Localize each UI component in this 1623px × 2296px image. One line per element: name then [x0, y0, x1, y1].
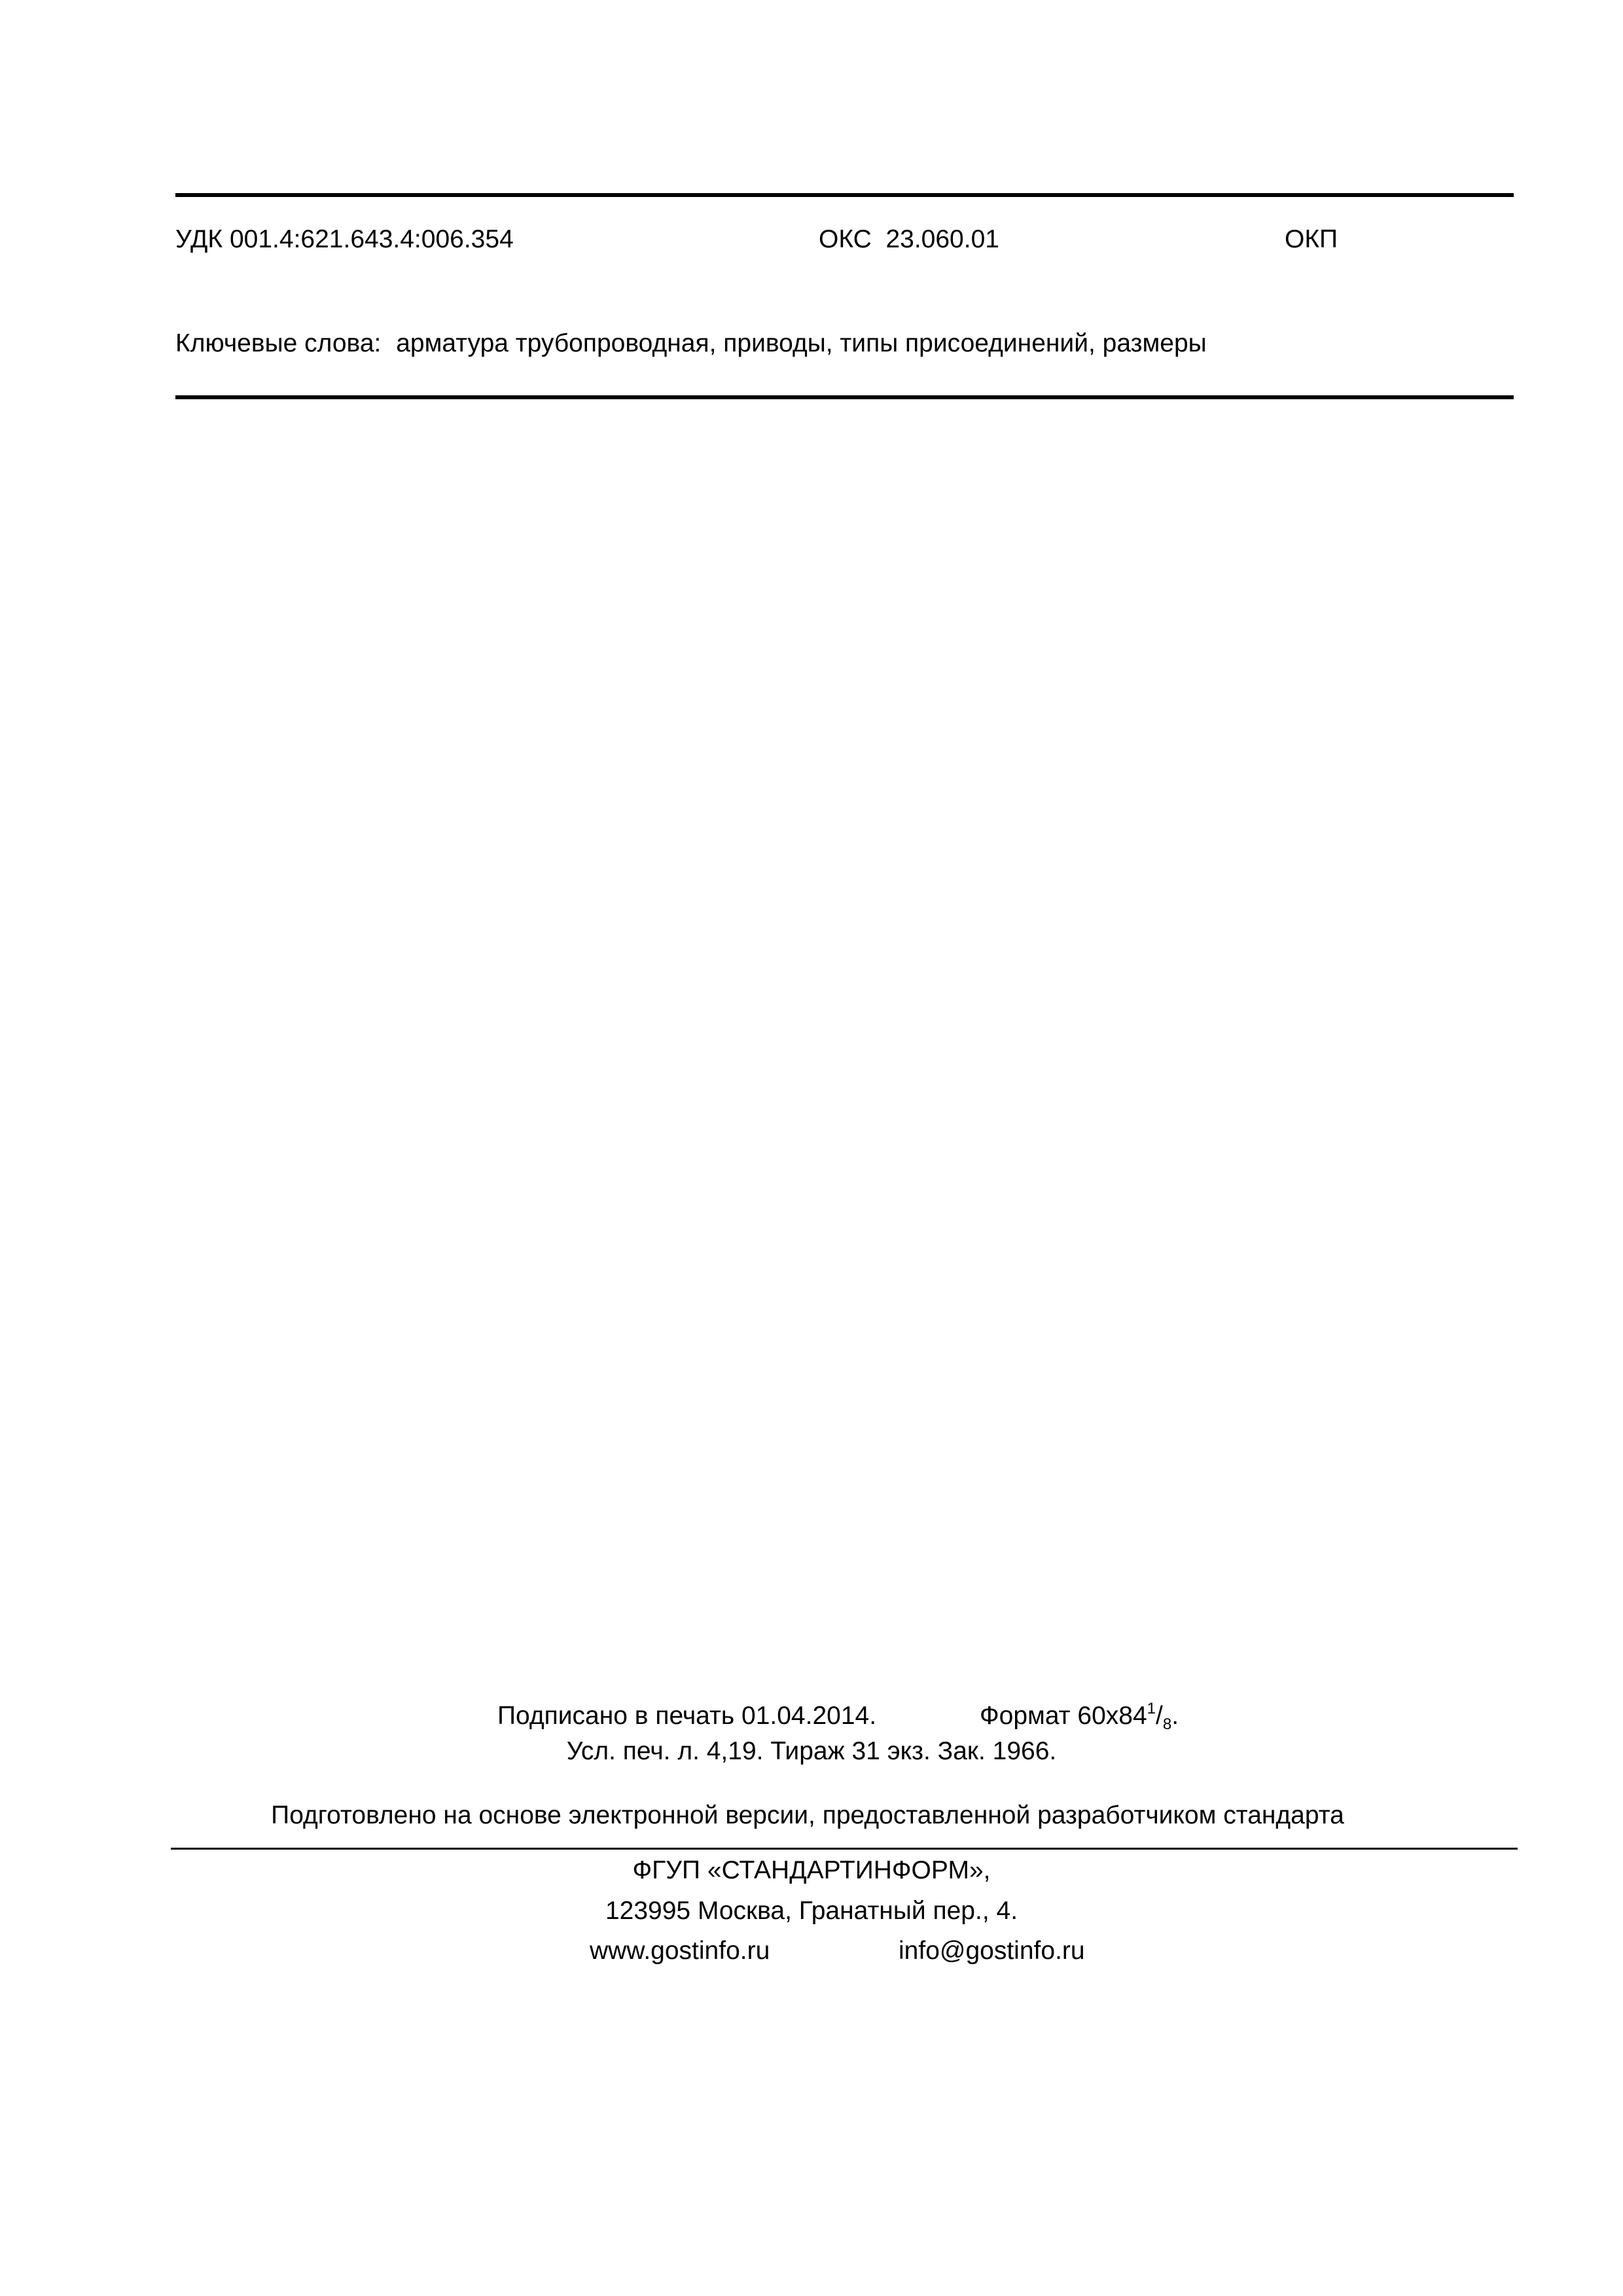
oks-code: ОКС 23.060.01	[819, 225, 999, 253]
format-numerator: 1	[1147, 1700, 1156, 1717]
format-info	[980, 1700, 1179, 1733]
prepared-note: Подготовлено на основе электронной версии, предоставленной разработчиком стандарта	[271, 1801, 1344, 1829]
publisher-name: ФГУП «СТАНДАРТИНФОРМ»,	[632, 1856, 991, 1884]
header-bottom-rule	[175, 395, 1514, 399]
imprint-rule	[171, 1848, 1518, 1850]
print-info: Усл. печ. л. 4,19. Тираж 31 экз. Зак. 1966.	[566, 1737, 1057, 1765]
udk-code: УДК 001.4:621.643.4:006.354	[175, 225, 514, 253]
format-slash: /	[1156, 1702, 1163, 1730]
keywords-line	[175, 331, 1207, 356]
publisher-email[interactable]: info@gostinfo.ru	[899, 1937, 1085, 1965]
format-end: .	[1171, 1702, 1179, 1730]
keywords-value: арматура трубопроводная, приводы, типы присоединений, размеры	[396, 329, 1207, 357]
publisher-address: 123995 Москва, Гранатный пер., 4.	[605, 1897, 1018, 1925]
okp-code: ОКП	[1285, 225, 1338, 253]
publisher-website[interactable]: www.gostinfo.ru	[590, 1937, 770, 1965]
format-denominator: 8	[1162, 1715, 1172, 1733]
signed-for-print: Подписано в печать 01.04.2014.	[497, 1702, 877, 1730]
keywords-label: Ключевые слова:	[175, 329, 382, 357]
format-label: Формат 60х84	[980, 1702, 1147, 1730]
top-rule	[175, 193, 1514, 197]
